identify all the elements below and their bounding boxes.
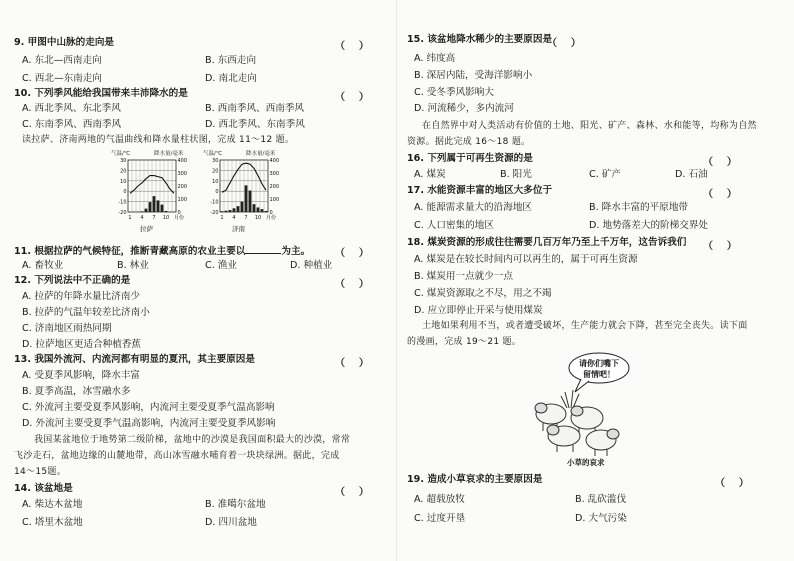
jinan-precip-bar-4 [233, 208, 236, 212]
q15-option-d[interactable]: D. 河流稀少，多内流河 [414, 103, 514, 114]
q19-answer-paren[interactable]: （ ） [715, 478, 749, 489]
jinan-y-left-tick: 20 [212, 168, 219, 175]
q11-stem-after: 为主。 [281, 246, 311, 257]
q14-option-b[interactable]: B. 准噶尔盆地 [205, 499, 266, 510]
q13-option-b[interactable]: B. 夏季高温，冰雪融水多 [22, 386, 131, 397]
lhasa-precip-bar-9 [161, 205, 164, 212]
q18-option-d[interactable]: D. 应立即停止开采与使用煤炭 [414, 305, 543, 316]
q19-option-d[interactable]: D. 大气污染 [575, 513, 627, 524]
intro-14-15-line2: 飞沙走石，盆地边缘的山麓地带，高山冰雪融水哺育着一块块绿洲。据此，完成 [14, 451, 340, 461]
q17-option-c[interactable]: C. 人口密集的地区 [414, 220, 494, 231]
lhasa-y-right-tick: 400 [177, 158, 188, 164]
q15-stem: 15. 该盆地降水稀少的主要原因是 [407, 34, 553, 45]
q11-answer-paren[interactable]: （ ） [335, 248, 369, 259]
q10-option-d[interactable]: D. 西北季风、东南季风 [205, 119, 305, 130]
q12-option-c[interactable]: C. 济南地区雨热同期 [22, 323, 112, 334]
q15-answer-paren[interactable]: （ ） [547, 38, 581, 49]
lhasa-precip-bar-8 [157, 200, 160, 212]
intro-16-18-line1: 在自然界中对人类活动有价值的土地、阳光、矿产、森林、水和能等，均称为自然 [422, 121, 757, 131]
q18-stem: 18. 煤炭资源的形成往往需要几百万年乃至上千万年，这告诉我们 [407, 237, 687, 248]
q10-answer-paren[interactable]: （ ） [335, 92, 369, 103]
q18-option-c[interactable]: C. 煤炭资源取之不尽，用之不竭 [414, 288, 552, 299]
lhasa-precip-bar-4 [141, 211, 144, 212]
q12-stem: 12. 下列说法中不正确的是 [14, 275, 131, 286]
q17-option-b[interactable]: B. 降水丰富的平原地带 [589, 202, 689, 213]
q17-option-d[interactable]: D. 地势落差大的阶梯交界处 [589, 220, 709, 231]
q16-option-a[interactable]: A. 煤炭 [414, 169, 446, 180]
jinan-precip-bar-5 [237, 206, 240, 212]
jinan-precip-bar-10 [257, 207, 260, 212]
jinan-y-right-tick: 100 [269, 197, 280, 203]
lhasa-y-left-tick: -10 [118, 199, 127, 206]
q18-option-a[interactable]: A. 煤炭是在较长时间内可以再生的，属于可再生资源 [414, 254, 638, 265]
q9-answer-paren[interactable]: （ ） [335, 41, 369, 52]
q13-answer-paren[interactable]: （ ） [335, 358, 369, 369]
q14-option-a[interactable]: A. 柴达木盆地 [22, 499, 83, 510]
q17-answer-paren[interactable]: （ ） [703, 189, 737, 200]
jinan-y-left-tick: -20 [210, 210, 219, 216]
lhasa-y-right-tick: 100 [177, 197, 188, 203]
intro-14-15-line3: 14～15题。 [14, 467, 67, 477]
jinan-y-left-tick: 0 [215, 189, 219, 196]
q16-answer-paren[interactable]: （ ） [703, 157, 737, 168]
lhasa-x-tick: 10 [162, 215, 170, 221]
lhasa-precip-bar-7 [153, 196, 156, 212]
grass-tuft-icon [561, 390, 579, 408]
lhasa-y-left-tick: 0 [123, 189, 127, 196]
jinan-precip-bar-7 [245, 185, 248, 212]
jinan-y-left-tick: 10 [212, 178, 219, 185]
q14-option-d[interactable]: D. 四川盆地 [205, 517, 257, 528]
q13-option-a[interactable]: A. 受夏季风影响，降水丰富 [22, 370, 141, 381]
jinan-y-right-tick: 400 [269, 158, 280, 164]
q11-stem [14, 244, 310, 258]
lhasa-precip-bar-5 [145, 209, 148, 212]
q19-stem: 19. 造成小草哀求的主要原因是 [407, 474, 543, 485]
q11-option-c[interactable]: C. 渔业 [205, 260, 237, 271]
jinan-precip-bar-6 [241, 202, 244, 212]
jinan-precip-bar-1 [221, 211, 224, 212]
q12-answer-paren[interactable]: （ ） [335, 279, 369, 290]
q12-option-d[interactable]: D. 拉萨地区更适合种植香蕉 [22, 339, 142, 350]
q9-option-d[interactable]: D. 南北走向 [205, 73, 257, 84]
jinan-y-left-tick: -10 [210, 199, 219, 206]
grass-cartoon [529, 348, 647, 468]
q13-stem: 13. 我国外流河、内流河都有明显的夏汛，其主要原因是 [14, 354, 255, 365]
lhasa-precip-label: 降水量/毫米 [154, 151, 184, 157]
lhasa-x-tick: 1 [128, 215, 132, 221]
jinan-x-tick: 1 [220, 215, 224, 221]
jinan-y-right-tick: 0 [269, 210, 273, 216]
jinan-precip-bar-3 [229, 210, 232, 212]
q13-option-d[interactable]: D. 外流河主要受夏季气温高影响，内流河主要受夏季风影响 [22, 418, 276, 429]
lhasa-climate-chart [110, 148, 198, 233]
q15-option-b[interactable]: B. 深居内陆，受海洋影响小 [414, 70, 533, 81]
q11-blank[interactable] [245, 244, 281, 254]
q10-option-b[interactable]: B. 西南季风、西南季风 [205, 103, 305, 114]
intro-11-12: 读拉萨、济南两地的气温曲线和降水量柱状图，完成 11～12 题。 [22, 135, 295, 145]
lhasa-precip-bar-10 [165, 211, 168, 212]
lhasa-y-left-tick: 20 [120, 168, 127, 175]
q17-option-a[interactable]: A. 能源需求量大的沿海地区 [414, 202, 533, 213]
q15-option-c[interactable]: C. 受冬季风影响大 [414, 87, 494, 98]
lhasa-temp-label: 气温/℃ [111, 151, 131, 157]
jinan-precip-bar-8 [249, 191, 252, 212]
q16-option-d[interactable]: D. 石油 [675, 169, 708, 180]
q10-option-a[interactable]: A. 西北季风、东北季风 [22, 103, 121, 114]
bubble-line2: 留情吧！ [583, 370, 615, 379]
jinan-precip-bar-12 [265, 211, 268, 212]
q16-option-b[interactable]: B. 阳光 [500, 169, 532, 180]
lhasa-x-tick: 7 [152, 215, 156, 221]
q16-stem: 16. 下列属于可再生资源的是 [407, 153, 533, 164]
q16-option-c[interactable]: C. 矿产 [589, 169, 621, 180]
jinan-y-right-tick: 300 [269, 171, 280, 177]
q9-option-a[interactable]: A. 东北—西南走向 [22, 55, 102, 66]
q18-answer-paren[interactable]: （ ） [703, 241, 737, 252]
q19-option-a[interactable]: A. 超载放牧 [414, 494, 465, 505]
q19-option-c[interactable]: C. 过度开垦 [414, 513, 466, 524]
q11-stem-before: 11. 根据拉萨的气候特征，推断青藏高原的农业主要以 [14, 246, 246, 257]
q9-option-c[interactable]: C. 西北—东南走向 [22, 73, 102, 84]
q18-option-b[interactable]: B. 煤炭用一点就少一点 [414, 271, 514, 282]
q17-stem: 17. 水能资源丰富的地区大多位于 [407, 185, 553, 196]
q12-option-b[interactable]: B. 拉萨的气温年较差比济南小 [22, 307, 150, 318]
intro-19-21-line1: 土地如果利用不当，或者遭受破坏，生产能力就会下降，甚至完全丧失。读下面 [422, 321, 748, 331]
lhasa-precip-bar-6 [149, 202, 152, 212]
q13-option-c[interactable]: C. 外流河主要受夏季风影响，内流河主要受夏季气温高影响 [22, 402, 275, 413]
jinan-x-tick: 7 [244, 215, 248, 221]
lhasa-y-right-tick: 200 [177, 184, 188, 190]
q10-stem: 10. 下列季风能给我国带来丰沛降水的是 [14, 88, 188, 99]
q14-option-c[interactable]: C. 塔里木盆地 [22, 517, 83, 528]
intro-16-18-line2: 资源。据此完成 16～18 题。 [407, 137, 531, 147]
q14-stem: 14. 该盆地是 [14, 483, 73, 494]
q10-option-c[interactable]: C. 东南季风、西南季风 [22, 119, 122, 130]
jinan-x-tick: 4 [232, 215, 236, 221]
q11-option-a[interactable]: A. 畜牧业 [22, 260, 64, 271]
jinan-temp-label: 气温/℃ [203, 151, 223, 157]
lhasa-y-left-tick: 30 [120, 158, 127, 164]
q19-option-b[interactable]: B. 乱砍滥伐 [575, 494, 627, 505]
q11-option-d[interactable]: D. 种植业 [290, 260, 333, 271]
jinan-x-tick: 10 [254, 215, 262, 221]
lhasa-y-left-tick: 10 [120, 178, 127, 185]
q12-option-a[interactable]: A. 拉萨的年降水量比济南少 [22, 291, 141, 302]
jinan-x-tick: 月份 [266, 215, 277, 221]
q11-option-b[interactable]: B. 林业 [117, 260, 149, 271]
q9-stem: 9. 甲图中山脉的走向是 [14, 37, 115, 48]
intro-14-15-line1: 我国某盆地位于地势第二级阶梯，盆地中的沙漠是我国面积最大的沙漠，常常 [34, 435, 351, 445]
jinan-precip-bar-9 [253, 204, 256, 212]
lhasa-y-left-tick: -20 [118, 210, 127, 216]
bubble-line1: 请你们嘴下 [579, 359, 619, 368]
right-column [397, 0, 794, 561]
jinan-precip-bar-11 [261, 209, 264, 212]
lhasa-y-right-tick: 300 [177, 171, 188, 177]
jinan-caption: 济南 [232, 225, 245, 233]
lhasa-caption: 拉萨 [140, 225, 153, 233]
q9-option-b[interactable]: B. 东西走向 [205, 55, 257, 66]
jinan-precip-bar-2 [225, 211, 228, 212]
lhasa-x-tick: 4 [140, 215, 144, 221]
q14-answer-paren[interactable]: （ ） [335, 487, 369, 498]
cartoon-caption: 小草的哀求 [567, 458, 605, 467]
q15-option-a[interactable]: A. 纬度高 [414, 53, 456, 64]
jinan-climate-chart [202, 148, 290, 233]
sheep-icon [535, 403, 619, 456]
jinan-precip-label: 降水量/毫米 [246, 151, 276, 157]
lhasa-y-right-tick: 0 [177, 210, 181, 216]
intro-19-21-line2: 的漫画，完成 19～21 题。 [407, 337, 522, 347]
lhasa-x-tick: 月份 [174, 215, 185, 221]
jinan-y-right-tick: 200 [269, 184, 280, 190]
jinan-y-left-tick: 30 [212, 158, 219, 164]
